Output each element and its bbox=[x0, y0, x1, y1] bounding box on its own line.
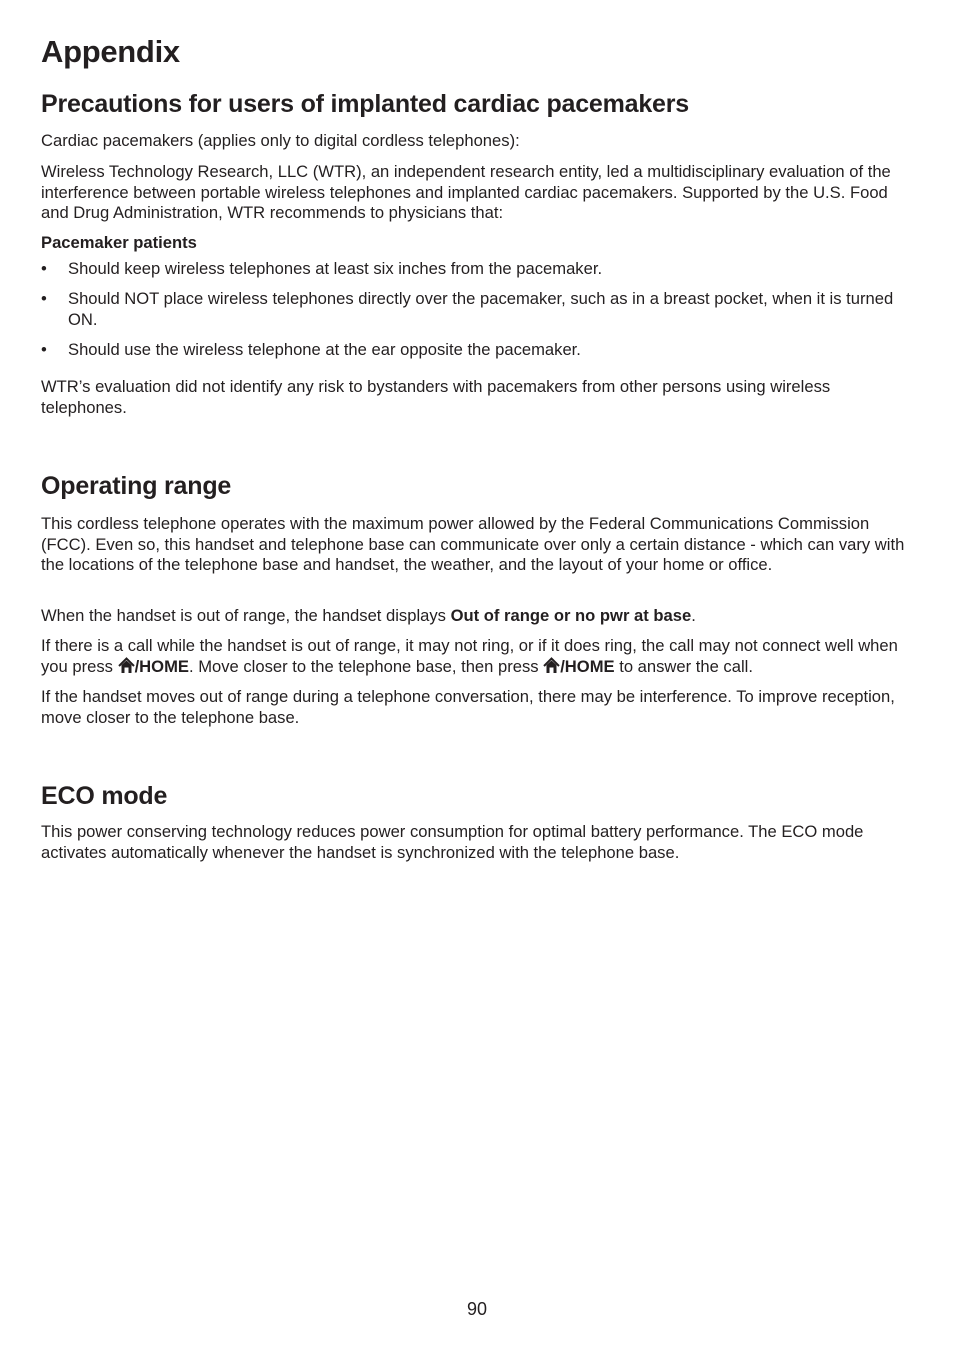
range-p2-text: When the handset is out of range, the handset displays bbox=[41, 606, 451, 625]
section-heading-pacemakers: Precautions for users of implanted cardiac pacemakers bbox=[41, 90, 689, 118]
bullet-text: Should keep wireless telephones at least six inches from the pacemaker. bbox=[68, 259, 603, 278]
range-p3-text-b: . Move closer to the telephone base, then press bbox=[188, 656, 544, 676]
section-heading-operating-range: Operating range bbox=[41, 472, 232, 500]
home-icon bbox=[543, 657, 560, 674]
bullet-text: Should use the wireless telephone at the ear opposite the pacemaker. bbox=[68, 339, 581, 359]
bullet-item bbox=[41, 340, 909, 361]
bullet-symbol: • bbox=[41, 259, 47, 278]
home-key-label: /HOME bbox=[134, 656, 189, 676]
range-p2-end: . bbox=[691, 606, 696, 625]
range-paragraph-1: This cordless telephone operates with the maximum power allowed by the Federal Communications Commission (FCC). Even so, this handset and telephone base can communicate over only a certain distance - which can vary with the locations of the telephone base and handset, the weather, and the layout of your home or office. bbox=[41, 514, 905, 574]
bullet-symbol: • bbox=[41, 289, 47, 308]
home-icon bbox=[118, 657, 135, 674]
bullet-symbol: • bbox=[41, 339, 47, 359]
bullet-text: Should NOT place wireless telephones directly over the pacemaker, such as in a breast pocket, when it is turned ON. bbox=[68, 289, 894, 329]
page-number: 90 bbox=[466, 1299, 488, 1319]
pacemaker-bullet-list bbox=[41, 259, 909, 370]
pacemakers-paragraph-1: Wireless Technology Research, LLC (WTR), an independent research entity, led a multidisciplinary evaluation of the interference between portable wireless telephones and implanted cardiac pacemakers. Supported by the U.S. Food and Drug Administration, WTR recommends to physicians that: bbox=[41, 162, 891, 222]
eco-paragraph-1: This power conserving technology reduces power consumption for optimal battery performance. The ECO mode activates automatically whenever the handset is synchronized with the telephone base. bbox=[41, 822, 864, 862]
bullet-item bbox=[41, 259, 909, 280]
range-p3-text-a: If there is a call while the handset is out of range, it may not ring, or if it does ring, the call may not connect well when you press bbox=[41, 636, 898, 676]
pacemaker-patients-subheading: Pacemaker patients bbox=[41, 233, 197, 252]
range-paragraph-2 bbox=[41, 606, 909, 627]
bullet-item bbox=[41, 289, 909, 330]
range-p3-text-c: to answer the call. bbox=[614, 656, 753, 676]
range-paragraph-3 bbox=[41, 636, 909, 677]
pacemakers-intro: Cardiac pacemakers (applies only to digital cordless telephones): bbox=[41, 131, 520, 150]
page-title: Appendix bbox=[41, 34, 180, 69]
pacemakers-paragraph-2: WTR’s evaluation did not identify any risk to bystanders with pacemakers from other persons using wireless telephones. bbox=[41, 377, 831, 417]
section-heading-eco-mode: ECO mode bbox=[41, 782, 168, 810]
range-paragraph-4: If the handset moves out of range during a telephone conversation, there may be interference. To improve reception, move closer to the telephone base. bbox=[41, 687, 895, 727]
home-key-label: /HOME bbox=[560, 656, 615, 676]
out-of-range-message: Out of range or no pwr at base bbox=[450, 606, 692, 625]
